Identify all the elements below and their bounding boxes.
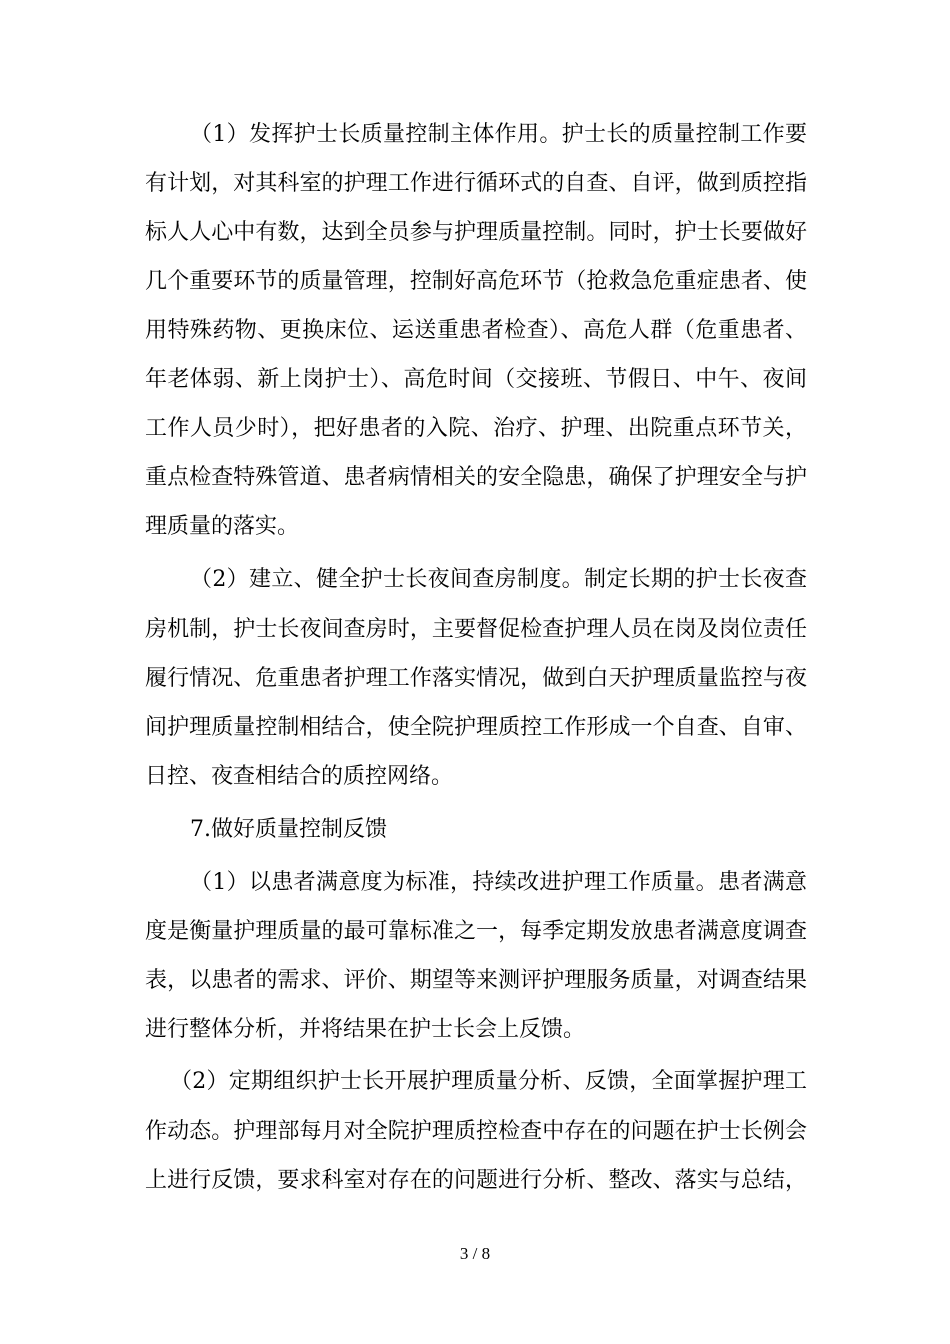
paragraph-2-line-2: 房机制，护士长夜间查房时，主要督促检查护理人员在岗及岗位责任 <box>145 617 807 642</box>
page-number: 3 / 8 <box>459 1244 491 1263</box>
paragraph-2-line-3: 履行情况、危重患者护理工作落实情况，做到白天护理质量监控与夜 <box>145 666 807 691</box>
section-heading: 7.做好质量控制反馈 <box>190 817 387 842</box>
paragraph-2-line-4: 间护理质量控制相结合，使全院护理质控工作形成一个自查、自审、 <box>145 715 807 740</box>
paragraph-4-line-3: 上进行反馈，要求科室对存在的问题进行分析、整改、落实与总结， <box>145 1168 807 1193</box>
paragraph-2-line-1: （2）建立、健全护士长夜间查房制度。制定长期的护士长夜查 <box>190 567 807 592</box>
paragraph-1-line-1: （1）发挥护士长质量控制主体作用。护士长的质量控制工作要 <box>190 122 807 147</box>
paragraph-1-line-7: 工作人员少时），把好患者的入院、治疗、护理、出院重点环节关， <box>145 416 807 441</box>
paragraph-1-line-5: 用特殊药物、更换床位、运送重患者检查）、高危人群（危重患者、 <box>145 318 807 343</box>
paragraph-1-line-8: 重点检查特殊管道、患者病情相关的安全隐患，确保了护理安全与护 <box>145 465 807 490</box>
paragraph-3-line-2: 度是衡量护理质量的最可靠标准之一，每季定期发放患者满意度调查 <box>145 919 807 944</box>
paragraph-3-line-3: 表，以患者的需求、评价、期望等来测评护理服务质量，对调查结果 <box>145 968 807 993</box>
paragraph-4-line-2: 作动态。护理部每月对全院护理质控检查中存在的问题在护士长例会 <box>145 1119 807 1144</box>
paragraph-1-line-3: 标人人心中有数，达到全员参与护理质量控制。同时，护士长要做好 <box>145 220 807 245</box>
paragraph-3-line-4: 进行整体分析，并将结果在护士长会上反馈。 <box>145 1017 586 1042</box>
paragraph-3-line-1: （1）以患者满意度为标准，持续改进护理工作质量。患者满意 <box>190 870 807 895</box>
paragraph-1-line-2: 有计划，对其科室的护理工作进行循环式的自查、自评，做到质控指 <box>145 171 807 196</box>
paragraph-1-line-6: 年老体弱、新上岗护士）、高危时间（交接班、节假日、中午、夜间 <box>145 367 807 392</box>
paragraph-1-line-9: 理质量的落实。 <box>145 514 300 539</box>
paragraph-1-line-4: 几个重要环节的质量管理，控制好高危环节（抢救急危重症患者、使 <box>145 269 807 294</box>
paragraph-4-line-1: （2）定期组织护士长开展护理质量分析、反馈，全面掌握护理工 <box>170 1069 807 1094</box>
paragraph-2-line-5: 日控、夜查相结合的质控网络。 <box>145 764 454 789</box>
